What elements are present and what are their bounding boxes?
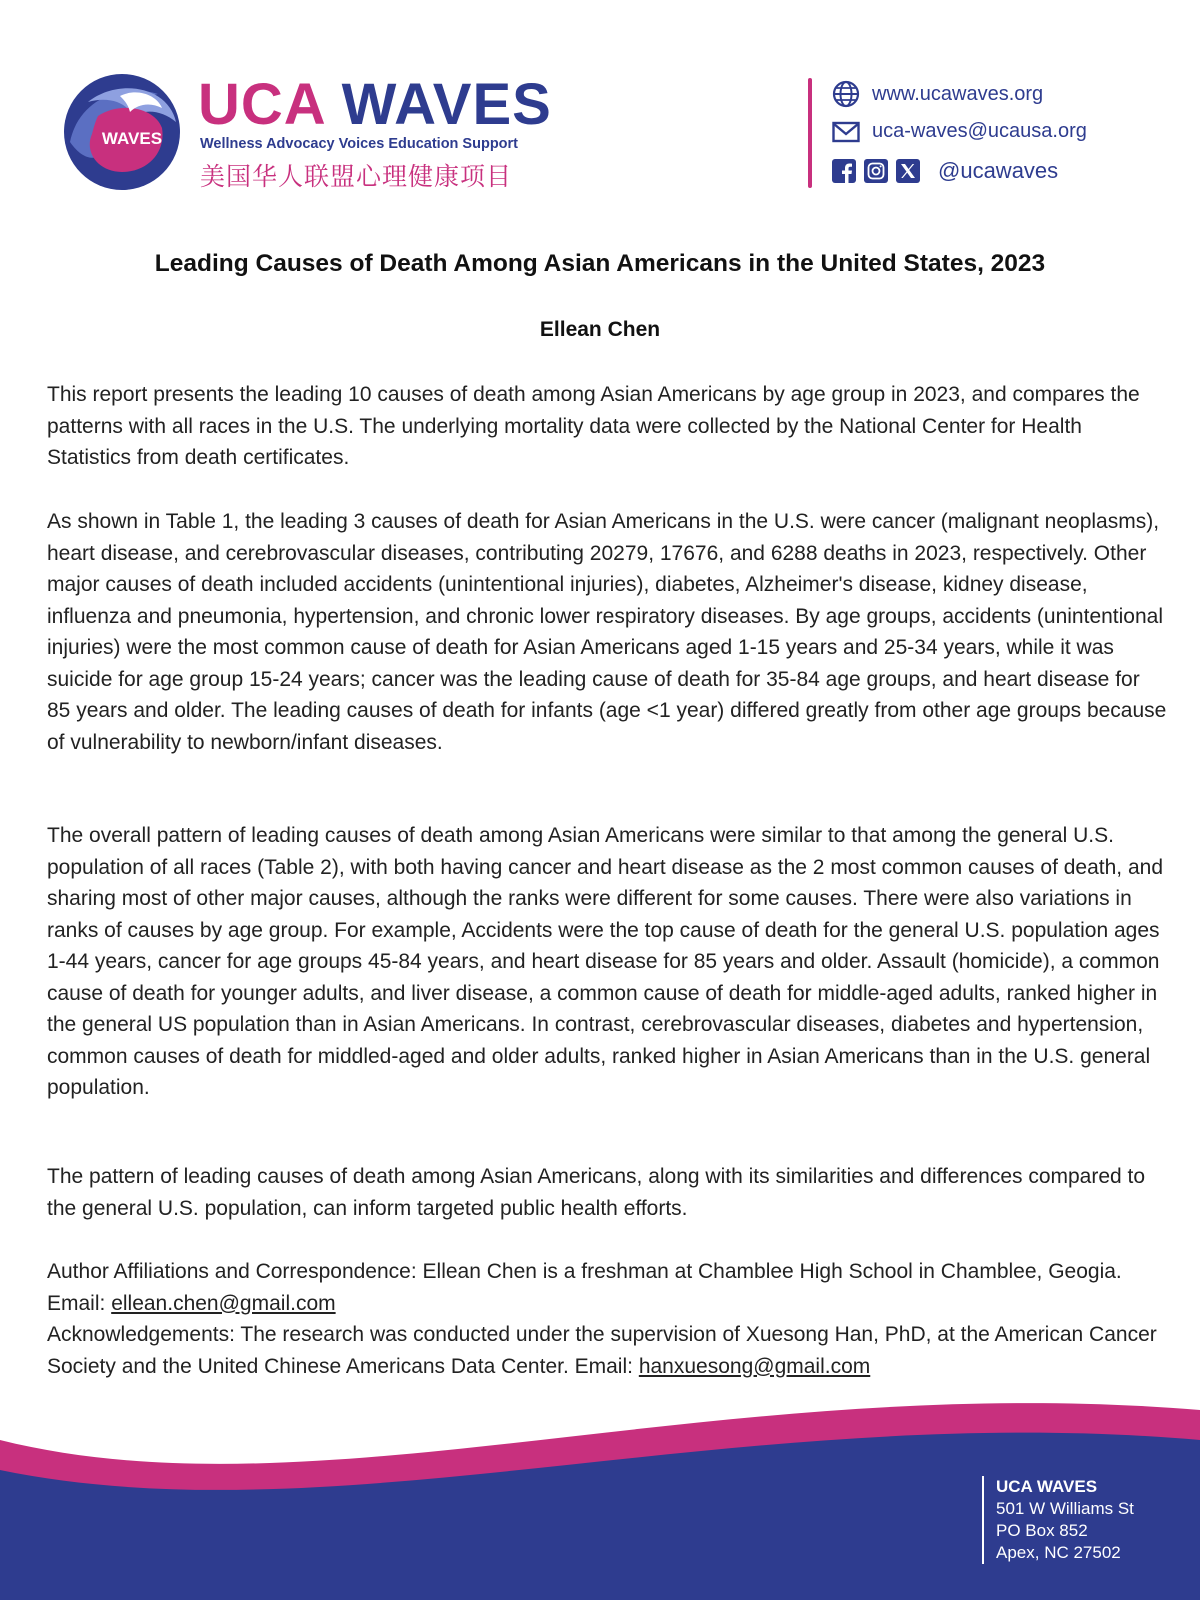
brand-tagline: Wellness Advocacy Voices Education Support xyxy=(200,136,519,152)
envelope-icon xyxy=(832,121,860,143)
footer-address-line2: PO Box 852 xyxy=(996,1521,1088,1540)
globe-icon xyxy=(832,80,860,108)
contact-social xyxy=(832,158,1058,184)
instagram-icon[interactable] xyxy=(864,159,888,183)
footer-address xyxy=(982,1476,1134,1564)
website-link[interactable]: www.ucawaves.org xyxy=(872,82,1044,105)
credits xyxy=(47,1256,1167,1382)
email-link[interactable]: uca-waves@ucausa.org xyxy=(872,120,1087,142)
contact-divider xyxy=(808,78,812,188)
paragraph-intro: This report presents the leading 10 causes of death among Asian Americans by age group in 2023, and compares the patterns with all races in the U.S. The underlying mortality data were collected by the National Center for Health Statistics from death certificates. xyxy=(47,383,1140,469)
contact-email[interactable] xyxy=(832,120,1087,143)
acknowledgements-text: Acknowledgements: The research was conducted under the supervision of Xuesong Han, PhD, at the American Cancer Society and the United Chinese Americans Data Center. Email: xyxy=(47,1323,1157,1378)
social-handle[interactable]: @ucawaves xyxy=(938,158,1059,183)
brand-word-waves: WAVES xyxy=(341,72,552,137)
facebook-icon[interactable] xyxy=(832,159,856,183)
x-twitter-icon[interactable] xyxy=(896,159,920,183)
footer-org-name: UCA WAVES xyxy=(996,1477,1098,1496)
paragraph-table1: As shown in Table 1, the leading 3 causes of death for Asian Americans in the U.S. were cancer (malignant neoplasms), heart disease, and cerebrovascular diseases, contributing 20279, 17676, and 6288 deaths in 2023, respectively. Other major causes of death included accidents (unintentional injuries), diabetes, Alzheimer's disease, kidney disease, influenza and pneumonia, hypertension, and chronic lower respiratory diseases. By age groups, accidents (unintentional injuries) were the most common cause of death for Asian Americans aged 1-15 years and 25-34 years, while it was suicide for age group 15-24 years; cancer was the leading cause of death for 35-84 age groups, and heart disease for 85 years and older. The leading causes of death for infants (age <1 year) differed greatly from other age groups because of vulnerability to newborn/infant diseases. xyxy=(47,510,1167,754)
contact-website[interactable] xyxy=(832,80,1043,108)
brand-word-uca: UCA xyxy=(198,72,325,137)
letterhead xyxy=(0,0,1200,220)
waves-logo-icon xyxy=(58,72,186,192)
logo-badge-text: WAVES xyxy=(101,129,163,148)
author-email-link[interactable]: ellean.chen@gmail.com xyxy=(111,1291,336,1315)
document-author: Ellean Chen xyxy=(539,318,661,341)
paragraph-table2: The overall pattern of leading causes of death among Asian Americans were similar to that among the general U.S. population of all races (Table 2), with both having cancer and heart disease as the 2 most common causes of death, and sharing most of other major causes, although the ranks were different for some causes. There were also variations in ranks of causes by age group. For example, Accidents were the top cause of death for the general U.S. population ages 1-44 years, cancer for age groups 45-84 years, and heart disease for 85 years and older. Assault (homicide), a common cause of death for younger adults, and liver disease, a common cause of death for middle-aged adults, ranked higher in the general US population than in Asian Americans. In contrast, cerebrovascular diseases, diabetes and hypertension, common causes of death for middled-aged and older adults, ranked higher in Asian Americans than in the U.S. general population. xyxy=(47,824,1163,1099)
footer-address-line1: 501 W Williams St xyxy=(996,1499,1134,1518)
paragraph-conclusion: The pattern of leading causes of death among Asian Americans, along with its similarities and differences compared to the general U.S. population, can inform targeted public health efforts. xyxy=(47,1165,1146,1220)
footer-address-line3: Apex, NC 27502 xyxy=(996,1543,1121,1562)
supervisor-email-link[interactable]: hanxuesong@gmail.com xyxy=(638,1354,871,1378)
affiliations-text: Author Affiliations and Correspondence: Ellean Chen is a freshman at Chamblee High School in Chamblee, Geogia. Email: xyxy=(47,1260,1122,1315)
brand-name xyxy=(198,72,552,137)
document-title: Leading Causes of Death Among Asian Americans in the United States, 2023 xyxy=(154,250,1046,277)
brand-chinese-name: 美国华人联盟心理健康项目 xyxy=(200,163,513,191)
